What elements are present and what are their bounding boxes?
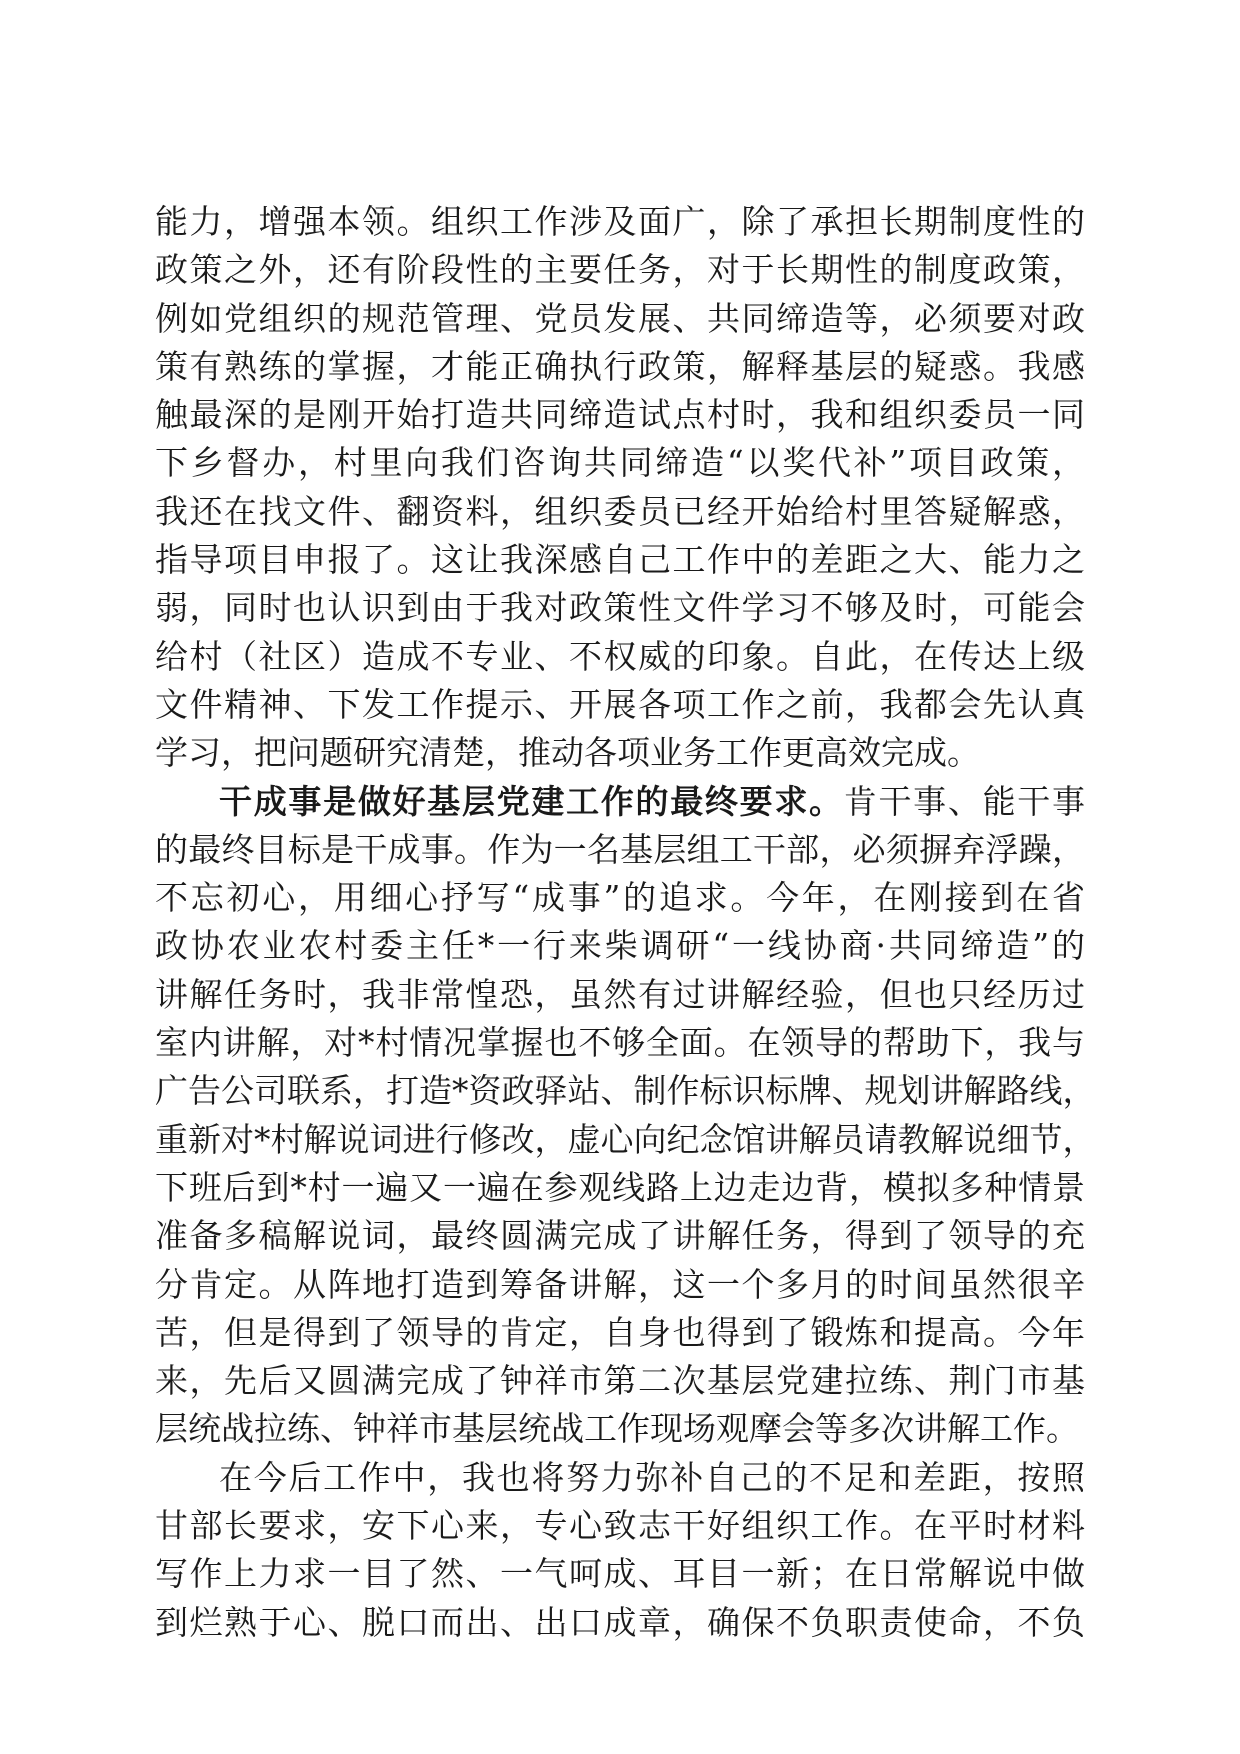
- paragraph-3: [155, 1454, 1085, 1647]
- text-line: 文件精神、下发工作提示、开展各项工作之前，我都会先认真: [155, 684, 1085, 724]
- text-line: 例如党组织的规范管理、党员发展、共同缔造等，必须要对政: [155, 298, 1085, 338]
- text-line: 下班后到*村一遍又一遍在参观线路上边走边背，模拟多种情景: [155, 1167, 1085, 1207]
- text-line: 来，先后又圆满完成了钟祥市第二次基层党建拉练、荆门市基: [155, 1361, 1085, 1401]
- text-line: 策有熟练的掌握，才能正确执行政策，解释基层的疑惑。我感: [155, 346, 1085, 386]
- text-line: 我还在找文件、翻资料，组织委员已经开始给村里答疑解惑，: [155, 491, 1085, 531]
- text-line: 讲解任务时，我非常惶恐，虽然有过讲解经验，但也只经历过: [155, 974, 1085, 1014]
- text-line: 重新对*村解说词进行修改，虚心向纪念馆讲解员请教解说细节，: [155, 1119, 1096, 1159]
- text-line: 下乡督办，村里向我们咨询共同缔造“以奖代补”项目政策，: [155, 443, 1085, 483]
- text-span: 肯干事、能干事: [843, 781, 1086, 821]
- text-line: 给村（社区）造成不专业、不权威的印象。自此，在传达上级: [155, 636, 1085, 676]
- text-line: 准备多稿解说词，最终圆满完成了讲解任务，得到了领导的充: [155, 1216, 1085, 1256]
- text-line: 弱，同时也认识到由于我对政策性文件学习不够及时，可能会: [155, 588, 1085, 628]
- text-line: 室内讲解，对*村情况掌握也不够全面。在领导的帮助下，我与: [155, 1023, 1085, 1063]
- text-line: 不忘初心，用细心抒写“成事”的追求。今年，在刚接到在省: [155, 878, 1085, 918]
- paragraph-first-line: [155, 778, 1085, 826]
- text-line: 层统战拉练、钟祥市基层统战工作现场观摩会等多次讲解工作。: [155, 1409, 1079, 1449]
- text-line: 写作上力求一目了然、一气呵成、耳目一新；在日常解说中做: [155, 1554, 1085, 1594]
- text-line: 学习，把问题研究清楚，推动各项业务工作更高效完成。: [155, 733, 980, 773]
- text-line: 触最深的是刚开始打造共同缔造试点村时，我和组织委员一同: [155, 395, 1085, 435]
- paragraph-2: [155, 778, 1096, 1454]
- text-line: 政策之外，还有阶段性的主要任务，对于长期性的制度政策，: [155, 250, 1085, 290]
- text-line: 分肯定。从阵地打造到筹备讲解，这一个多月的时间虽然很辛: [155, 1264, 1085, 1304]
- text-line: 能力，增强本领。组织工作涉及面广，除了承担长期制度性的: [155, 202, 1085, 241]
- text-line: 的最终目标是干成事。作为一名基层组工干部，必须摒弃浮躁，: [155, 829, 1085, 869]
- text-line: 甘部长要求，安下心来，专心致志干好组织工作。在平时材料: [155, 1506, 1085, 1546]
- paragraph-1: [155, 198, 1085, 778]
- text-line: 广告公司联系，打造*资政驿站、制作标识标牌、规划讲解路线，: [155, 1071, 1096, 1111]
- text-line: 政协农业农村委主任*一行来柴调研“一线协商·共同缔造”的: [155, 926, 1085, 966]
- body-text: [155, 198, 1096, 1647]
- paragraph-first-line: 在今后工作中，我也将努力弥补自己的不足和差距，按照: [219, 1457, 1085, 1497]
- text-line: 到烂熟于心、脱口而出、出口成章，确保不负职责使命，不负: [155, 1602, 1085, 1642]
- paragraph-heading: 干成事是做好基层党建工作的最终要求。: [219, 781, 844, 821]
- text-line: 指导项目申报了。这让我深感自己工作中的差距之大、能力之: [155, 540, 1085, 580]
- text-line: 苦，但是得到了领导的肯定，自身也得到了锻炼和提高。今年: [155, 1312, 1085, 1352]
